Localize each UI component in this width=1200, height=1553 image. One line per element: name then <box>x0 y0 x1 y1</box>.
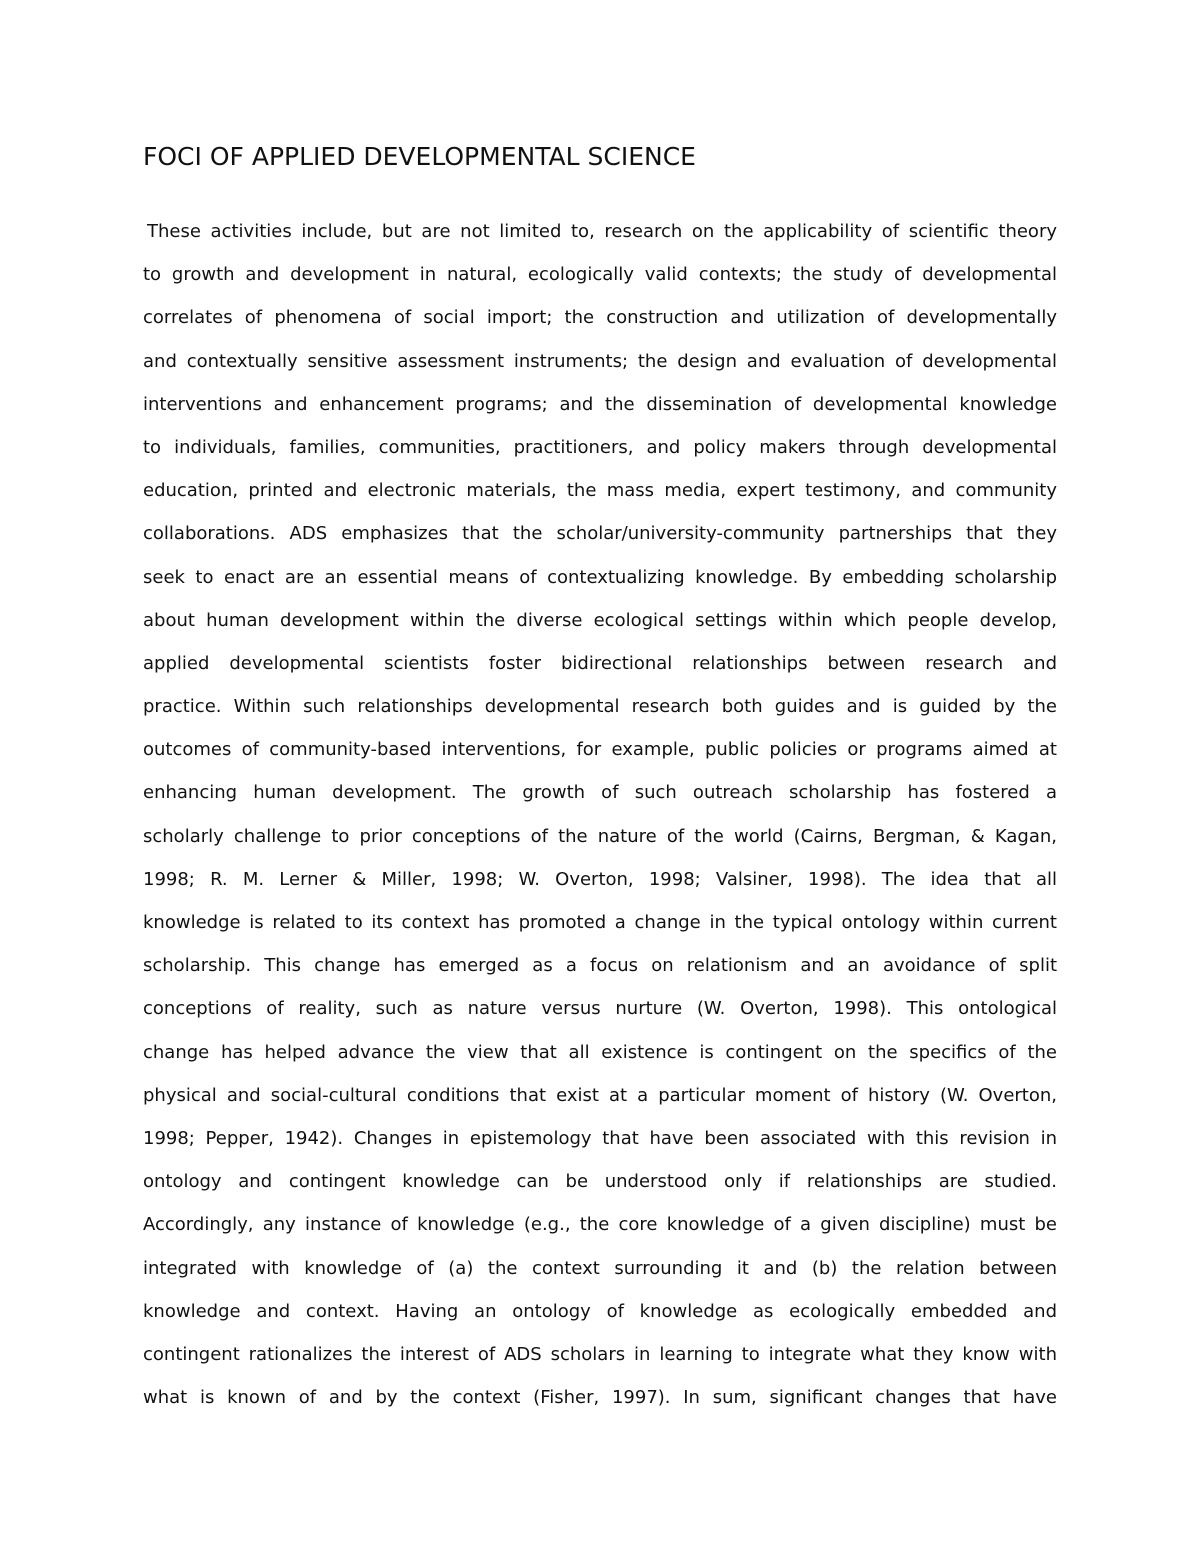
text-line: integrated with knowledge of (a) the context surrounding it and (b) the relation between <box>143 1257 1057 1279</box>
text-line: 1998; R. M. Lerner & Miller, 1998; W. Overton, 1998; Valsiner, 1998). The idea that all <box>143 868 1057 890</box>
text-line: ontology and contingent knowledge can be understood only if relationships are studied. <box>143 1171 1057 1193</box>
text-line: knowledge and context. Having an ontology of knowledge as ecologically embedded and <box>143 1300 1057 1322</box>
text-line: knowledge is related to its context has promoted a change in the typical ontology within current <box>143 912 1057 933</box>
text-line: outcomes of community-based interventions, for example, public policies or programs aimed at <box>143 739 1057 761</box>
text-line: contingent rationalizes the interest of ADS scholars in learning to integrate what they know with <box>143 1343 1057 1365</box>
text-line: change has helped advance the view that all existence is contingent on the specifics of the <box>143 1041 1057 1063</box>
text-line: what is known of and by the context (Fisher, 1997). In sum, significant changes that have <box>143 1387 1057 1409</box>
text-line: physical and social-cultural conditions that exist at a particular moment of history (W. Overton, <box>143 1084 1057 1106</box>
text-line: practice. Within such relationships developmental research both guides and is guided by the <box>143 696 1057 718</box>
text-line: and contextually sensitive assessment instruments; the design and evaluation of developmental <box>143 350 1057 372</box>
text-line: interventions and enhancement programs; and the dissemination of developmental knowledge <box>143 393 1057 415</box>
text-line: correlates of phenomena of social import; the construction and utilization of developmentally <box>143 307 1057 329</box>
text-line: collaborations. ADS emphasizes that the scholar/university-community partnerships that they <box>143 523 1057 545</box>
text-line: scholarship. This change has emerged as a focus on relationism and an avoidance of split <box>143 955 1057 977</box>
text-line: scholarly challenge to prior conceptions of the nature of the world (Cairns, Bergman, & Kagan, <box>143 825 1057 847</box>
text-line: These activities include, but are not limited to, research on the applicability of scientific theory <box>147 221 1057 242</box>
text-line: education, printed and electronic materials, the mass media, expert testimony, and community <box>143 480 1057 502</box>
document-heading: FOCI OF APPLIED DEVELOPMENTAL SCIENCE <box>143 142 696 171</box>
text-line: applied developmental scientists foster bidirectional relationships between research and <box>143 652 1057 674</box>
text-line: about human development within the diverse ecological settings within which people develop, <box>143 609 1057 631</box>
text-line: to individuals, families, communities, practitioners, and policy makers through developmental <box>143 436 1057 458</box>
text-line: 1998; Pepper, 1942). Changes in epistemology that have been associated with this revision in <box>143 1127 1057 1149</box>
text-line: seek to enact are an essential means of contextualizing knowledge. By embedding scholarship <box>143 566 1057 588</box>
body-paragraph <box>143 210 1057 1419</box>
text-line: enhancing human development. The growth of such outreach scholarship has fostered a <box>143 782 1057 804</box>
text-line: to growth and development in natural, ecologically valid contexts; the study of developmental <box>143 264 1057 286</box>
text-line: Accordingly, any instance of knowledge (e.g., the core knowledge of a given discipline) must be <box>143 1214 1057 1236</box>
text-line: conceptions of reality, such as nature versus nurture (W. Overton, 1998). This ontological <box>143 998 1057 1020</box>
